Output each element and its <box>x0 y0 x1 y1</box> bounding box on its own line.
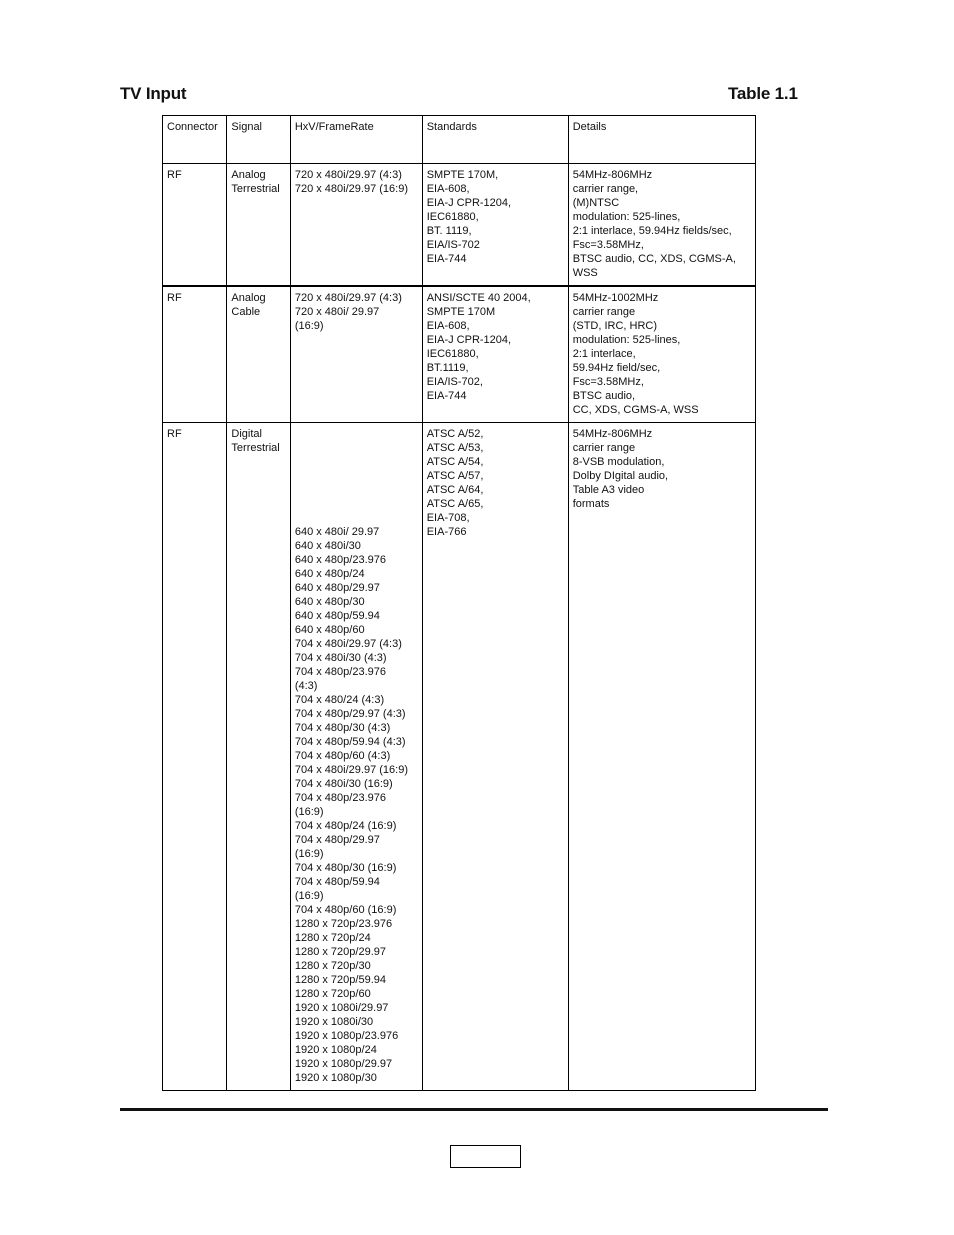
cell-connector: RF <box>163 164 227 287</box>
table-header-row <box>163 116 756 164</box>
footer-divider <box>120 1108 828 1111</box>
header-signal: Signal <box>227 116 290 164</box>
header-standards: Standards <box>422 116 568 164</box>
cell-standards: ATSC A/52, ATSC A/53, ATSC A/54, ATSC A/57, ATSC A/64, ATSC A/65, EIA-708, EIA-766 <box>422 423 568 1091</box>
cell-standards: SMPTE 170M, EIA-608, EIA-J CPR-1204, IEC61880, BT. 1119, EIA/IS-702 EIA-744 <box>422 164 568 287</box>
cell-details: 54MHz-806MHz carrier range, (M)NTSC modulation: 525-lines, 2:1 interlace, 59.94Hz fields/sec, Fsc=3.58MHz, BTSC audio, CC, XDS, CGMS-A, WSS <box>568 164 755 287</box>
cell-signal: Analog Cable <box>227 286 290 423</box>
tv-input-table <box>162 115 756 1091</box>
header-hxv-framerate: HxV/FrameRate <box>290 116 422 164</box>
table-row <box>163 423 756 1091</box>
cell-signal: Analog Terrestrial <box>227 164 290 287</box>
cell-hxv-framerate: 640 x 480i/ 29.97 640 x 480i/30 640 x 480p/23.976 640 x 480p/24 640 x 480p/29.97 640 x 480p/30 640 x 480p/59.94 640 x 480p/60 704 x 480i/29.97 (4:3) 704 x 480i/30 (4:3) 704 x 480p/23.976 (4:3) 704 x 480/24 (4:3) 704 x 480p/29.97 (4:3) 704 x 480p/30 (4:3) 704 x 480p/59.94 (4:3) 704 x 480p/60 (4:3) 704 x 480i/29.97 (16:9) 704 x 480i/30 (16:9) 704 x 480p/23.976 (16:9) 704 x 480p/24 (16:9) 704 x 480p/29.97 (16:9) 704 x 480p/30 (16:9) 704 x 480p/59.94 (16:9) 704 x 480p/60 (16:9) 1280 x 720p/23.976 1280 x 720p/24 1280 x 720p/29.97 1280 x 720p/30 1280 x 720p/59.94 1280 x 720p/60 1920 x 1080i/29.97 1920 x 1080i/30 1920 x 1080p/23.976 1920 x 1080p/24 1920 x 1080p/29.97 1920 x 1080p/30 <box>290 423 422 1091</box>
cell-details: 54MHz-1002MHz carrier range (STD, IRC, HRC) modulation: 525-lines, 2:1 interlace, 59.94Hz field/sec, Fsc=3.58MHz, BTSC audio, CC, XDS, CGMS-A, WSS <box>568 286 755 423</box>
cell-hxv-framerate: 720 x 480i/29.97 (4:3) 720 x 480i/29.97 (16:9) <box>290 164 422 287</box>
header-connector: Connector <box>163 116 227 164</box>
page-title: TV Input <box>120 84 187 103</box>
table-row <box>163 164 756 287</box>
cell-connector: RF <box>163 423 227 1091</box>
cell-details: 54MHz-806MHz carrier range 8-VSB modulation, Dolby DIgital audio, Table A3 video formats <box>568 423 755 1091</box>
table-label: Table 1.1 <box>728 84 798 103</box>
cell-hxv-framerate: 720 x 480i/29.97 (4:3) 720 x 480i/ 29.97 (16:9) <box>290 286 422 423</box>
page-number-box <box>450 1145 521 1168</box>
cell-signal: Digital Terrestrial <box>227 423 290 1091</box>
cell-connector: RF <box>163 286 227 423</box>
table-row <box>163 286 756 423</box>
header-details: Details <box>568 116 755 164</box>
cell-standards: ANSI/SCTE 40 2004, SMPTE 170M EIA-608, EIA-J CPR-1204, IEC61880, BT.1119, EIA/IS-702, EIA-744 <box>422 286 568 423</box>
